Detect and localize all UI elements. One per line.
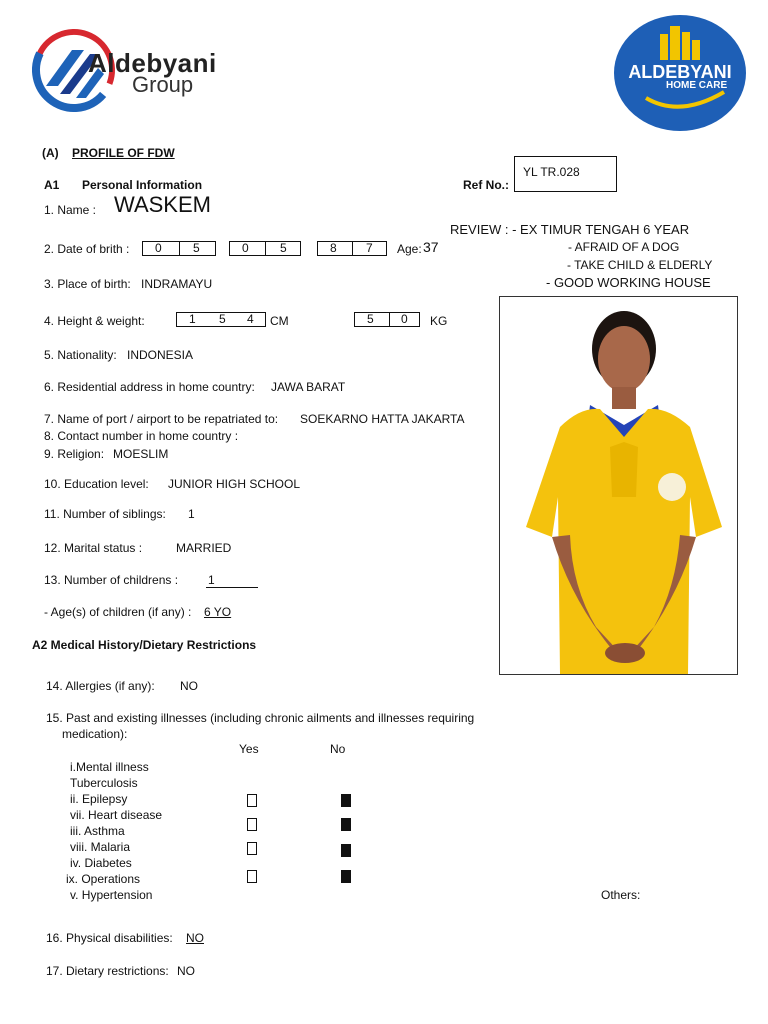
address-value: JAWA BARAT: [271, 380, 346, 394]
children-label: 13. Number of childrens :: [44, 573, 179, 587]
illness-item-operations: ix. Operations: [66, 872, 141, 886]
illness-yes-checkbox-1[interactable]: [247, 794, 257, 807]
illnesses-label-cont: medication):: [62, 727, 128, 741]
age-value: 37: [423, 239, 439, 255]
illness-item-hypertension: v. Hypertension: [70, 888, 153, 902]
person-portrait-icon: [500, 297, 737, 674]
illness-no-checkbox-3[interactable]: [341, 844, 351, 857]
section-a-title: PROFILE OF FDW: [72, 146, 175, 160]
aldebyani-group-logo: [32, 28, 232, 112]
children-value-text: 1: [208, 573, 215, 587]
dob-digit-1: 0: [155, 241, 162, 255]
place-of-birth-label: 3. Place of birth:: [44, 277, 131, 291]
logo-left-line1: Aldebyani: [88, 48, 217, 78]
marital-label: 12. Marital status :: [44, 541, 143, 555]
illness-item-mental: i.Mental illness: [70, 760, 149, 774]
height-digit-3: 4: [247, 312, 254, 326]
a1-code: A1: [44, 178, 60, 192]
illness-yes-checkbox-2[interactable]: [247, 818, 257, 831]
nationality-label: 5. Nationality:: [44, 348, 117, 362]
dob-month-box: [229, 241, 301, 256]
illness-item-diabetes: iv. Diabetes: [70, 856, 132, 870]
nationality-value: INDONESIA: [127, 348, 194, 362]
illness-no-checkbox-4[interactable]: [341, 870, 351, 883]
age-label: Age:: [397, 242, 422, 256]
dob-digit-6: 7: [366, 241, 373, 255]
weight-box: [354, 312, 420, 327]
logo-left-line2: Group: [132, 72, 194, 97]
disabilities-value: NO: [186, 931, 204, 945]
contact-label: 8. Contact number in home country :: [44, 429, 239, 443]
illness-item-asthma: iii. Asthma: [70, 824, 125, 838]
dob-label: 2. Date of brith :: [44, 242, 130, 256]
children-age-label: - Age(s) of children (if any) :: [44, 605, 192, 619]
illnesses-label: 15. Past and existing illnesses (including chronic ailments and illnesses requiring: [46, 711, 475, 725]
children-age-value: 6 YO: [204, 605, 232, 619]
name-value: WASKEM: [114, 192, 211, 217]
children-value: [206, 573, 258, 588]
review-line-1: - AFRAID OF A DOG: [568, 240, 680, 254]
weight-digit-2: 0: [401, 312, 408, 326]
dob-digit-3: 0: [242, 241, 249, 255]
education-value: JUNIOR HIGH SCHOOL: [168, 477, 301, 491]
height-digit-2: 5: [219, 312, 226, 326]
religion-value: MOESLIM: [113, 447, 169, 461]
illness-no-checkbox-1[interactable]: [341, 794, 351, 807]
height-box: [176, 312, 266, 327]
siblings-label: 11. Number of siblings:: [44, 507, 166, 521]
illness-item-epilepsy: ii. Epilepsy: [70, 792, 128, 806]
dob-digit-4: 5: [280, 241, 287, 255]
illness-no-checkbox-2[interactable]: [341, 818, 351, 831]
fdw-photo: [499, 296, 738, 675]
dob-year-box: [317, 241, 387, 256]
illness-item-malaria: viii. Malaria: [70, 840, 131, 854]
allergies-label: 14. Allergies (if any):: [46, 679, 155, 693]
allergies-value: NO: [180, 679, 198, 693]
name-label: 1. Name :: [44, 203, 97, 217]
logo-right-line2: HOME CARE: [666, 80, 728, 91]
illness-yes-checkbox-4[interactable]: [247, 870, 257, 883]
address-label: 6. Residential address in home country:: [44, 380, 255, 394]
dietary-value: NO: [177, 964, 195, 978]
aldebyani-home-care-logo: [612, 14, 748, 132]
illness-item-heart: vii. Heart disease: [70, 808, 163, 822]
dob-digit-5: 8: [330, 241, 337, 255]
dob-day-box: [142, 241, 216, 256]
port-label: 7. Name of port / airport to be repatriated to:: [44, 412, 279, 426]
illness-item-tuberculosis: Tuberculosis: [70, 776, 138, 790]
ref-box: [514, 156, 617, 192]
illness-yes-checkbox-3[interactable]: [247, 842, 257, 855]
siblings-value: 1: [188, 507, 195, 521]
weight-digit-1: 5: [367, 312, 374, 326]
review-title: REVIEW : - EX TIMUR TENGAH 6 YEAR: [450, 222, 690, 237]
dietary-label: 17. Dietary restrictions:: [46, 964, 169, 978]
height-digit-1: 1: [189, 312, 196, 326]
port-value: SOEKARNO HATTA JAKARTA: [300, 412, 465, 426]
height-unit: CM: [270, 314, 289, 328]
dob-digit-2: 5: [193, 241, 200, 255]
illness-others-label: Others:: [601, 888, 641, 902]
weight-unit: KG: [430, 314, 448, 328]
religion-label: 9. Religion:: [44, 447, 105, 461]
ref-value: YL TR.028: [523, 165, 580, 179]
marital-value: MARRIED: [176, 541, 232, 555]
illness-no-header: No: [330, 742, 346, 756]
logo-right-line1: ALDEBYANI: [628, 62, 732, 82]
height-weight-label: 4. Height & weight:: [44, 314, 145, 328]
illness-yes-header: Yes: [239, 742, 259, 756]
review-line-3: - GOOD WORKING HOUSE: [546, 275, 711, 290]
education-label: 10. Education level:: [44, 477, 149, 491]
review-line-2: - TAKE CHILD & ELDERLY: [567, 258, 713, 272]
a1-title: Personal Information: [82, 178, 203, 192]
a2-title: A2 Medical History/Dietary Restrictions: [32, 638, 257, 652]
ref-label: Ref No.:: [463, 178, 509, 192]
section-a-code: (A): [42, 146, 59, 160]
place-of-birth-value: INDRAMAYU: [141, 277, 213, 291]
disabilities-label: 16. Physical disabilities:: [46, 931, 173, 945]
